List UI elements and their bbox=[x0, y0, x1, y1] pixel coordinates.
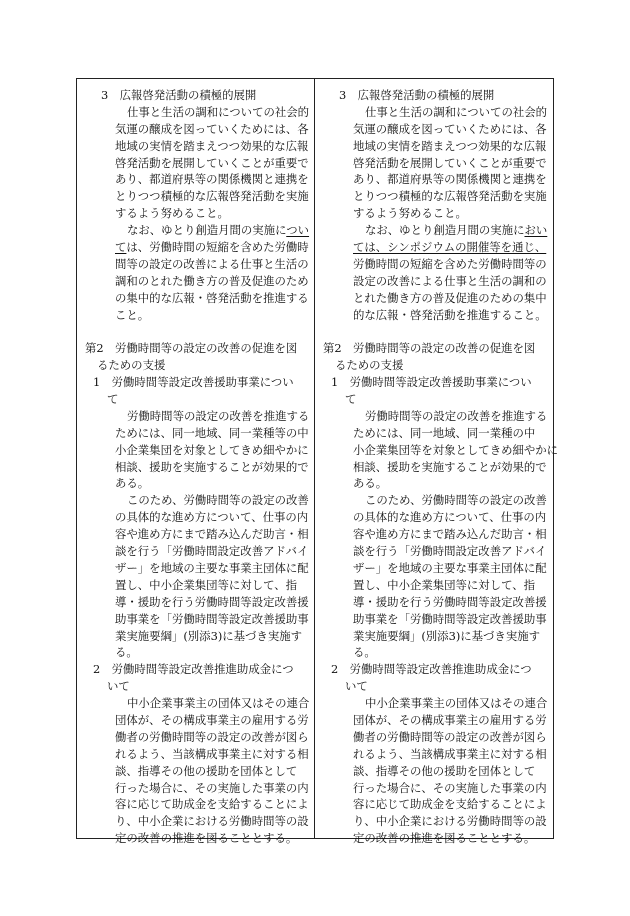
comparison-table bbox=[76, 78, 559, 846]
text-line bbox=[85, 307, 313, 324]
line-text: 定の改善の推進を図ることとする。 bbox=[353, 831, 536, 846]
line-text: る。 bbox=[115, 645, 138, 660]
line-text: 3 広報啓発活動の積極的展開 bbox=[101, 88, 257, 102]
text-line bbox=[323, 729, 551, 746]
line-text: 談、指導その他の援助を団体として bbox=[115, 763, 298, 778]
text-line bbox=[323, 442, 559, 459]
line-text: 2 労働時間等設定改善推進助成金につ bbox=[331, 662, 532, 677]
text-line bbox=[85, 509, 313, 526]
line-text: 地域の実情を踏まえつつ効果的な広報 bbox=[115, 138, 309, 153]
text-line bbox=[323, 104, 551, 121]
line-text: 行った場合に、その実施した事業の内 bbox=[353, 780, 547, 795]
text-line bbox=[85, 475, 313, 492]
line-text: て bbox=[107, 392, 119, 407]
text-line bbox=[85, 594, 313, 611]
line-text: 定の改善の推進を図ることとする。 bbox=[115, 831, 298, 846]
text-line bbox=[323, 256, 551, 273]
text-line bbox=[323, 678, 551, 695]
line-text: 中小企業事業主の団体又はその連合 bbox=[365, 696, 548, 711]
text-line bbox=[85, 644, 313, 661]
text-line bbox=[85, 408, 313, 425]
line-text: り、中小企業における労働時間等の設 bbox=[353, 814, 547, 829]
text-line bbox=[85, 813, 313, 830]
line-text: れるよう、当該構成事業主に対する相 bbox=[353, 746, 547, 761]
text-line bbox=[85, 526, 313, 543]
text-line bbox=[85, 560, 313, 577]
text-line bbox=[323, 222, 551, 239]
line-text: 啓発活動を展開していくことが重要で bbox=[115, 155, 309, 170]
text-line bbox=[323, 695, 551, 712]
text-line bbox=[323, 611, 551, 628]
text-line bbox=[323, 594, 551, 611]
line-text: 容に応じて助成金を支給することによ bbox=[115, 797, 309, 812]
line-text: 容や進め方にまで踏み込んだ助言・相 bbox=[115, 527, 309, 542]
right-column-text bbox=[323, 87, 559, 847]
text-line bbox=[85, 374, 313, 391]
text-line bbox=[323, 307, 551, 324]
line-text: 置し、中小企業集団等に対して、指 bbox=[115, 577, 298, 592]
line-text: 助事業を「労働時間等設定改善援助事 bbox=[115, 611, 309, 626]
line-text: 置し、中小企業集団等に対して、指 bbox=[353, 577, 536, 592]
text-line bbox=[85, 104, 313, 121]
line-text: 談を行う「労働時間設定改善アドバイ bbox=[353, 544, 547, 559]
text-line bbox=[85, 459, 313, 476]
line-text: ためには、同一地域、同一業種の中 bbox=[353, 425, 536, 440]
text-line bbox=[323, 830, 551, 847]
line-text: の具体的な進め方について、仕事の内 bbox=[353, 510, 547, 525]
line-text: 第2 労働時間等の設定の改善の促進を図 bbox=[323, 341, 536, 356]
text-line bbox=[323, 273, 551, 290]
line-text: 3 広報啓発活動の積極的展開 bbox=[339, 88, 495, 102]
line-text: は、労働時間の短縮を含めた労働時 bbox=[126, 240, 309, 255]
line-text: 助事業を「労働時間等設定改善援助事 bbox=[353, 611, 547, 626]
line-text: 働者の労働時間等の設定の改善が図ら bbox=[115, 729, 309, 744]
text-line bbox=[323, 425, 551, 442]
line-text: 談、指導その他の援助を団体として bbox=[353, 763, 536, 778]
text-line bbox=[323, 543, 551, 560]
line-text: するよう努めること。 bbox=[115, 206, 229, 221]
line-text: 間等の設定の改善による仕事と生活の bbox=[115, 256, 309, 271]
line-text: れるよう、当該構成事業主に対する相 bbox=[115, 746, 309, 761]
underlined-text: おい bbox=[524, 223, 548, 238]
line-text: なお、ゆとり創造月間の実施に bbox=[127, 223, 287, 238]
text-line bbox=[85, 340, 313, 357]
text-line bbox=[323, 796, 551, 813]
line-text: このため、労働時間等の設定の改善 bbox=[365, 493, 547, 508]
left-column bbox=[77, 79, 315, 846]
text-line bbox=[323, 188, 551, 205]
text-line bbox=[85, 543, 313, 560]
text-line bbox=[323, 577, 551, 594]
text-line bbox=[85, 780, 313, 797]
text-line bbox=[323, 492, 551, 509]
text-line bbox=[323, 340, 551, 357]
line-text: ある。 bbox=[115, 476, 150, 491]
line-text: とれた働き方の普及促進のための集中 bbox=[353, 290, 547, 305]
line-text: 地域の実情を踏まえつつ効果的な広報 bbox=[353, 138, 547, 153]
text-line bbox=[323, 475, 551, 492]
text-line bbox=[85, 763, 313, 780]
text-line bbox=[323, 290, 551, 307]
line-text: とりつつ積極的な広報啓発活動を実施 bbox=[115, 189, 309, 204]
text-line bbox=[323, 628, 551, 645]
line-text: ザー」を地域の主要な事業主団体に配 bbox=[115, 560, 309, 575]
line-text: 導・援助を行う労働時間等設定改善援 bbox=[115, 594, 309, 609]
text-line bbox=[323, 509, 551, 526]
line-text: 1 労働時間等設定改善援助事業につい bbox=[93, 375, 294, 390]
text-line bbox=[85, 391, 313, 408]
line-text: 小企業集団等を対象としてきめ細やかに bbox=[353, 442, 559, 457]
text-line bbox=[323, 526, 551, 543]
text-line bbox=[85, 425, 313, 442]
text-line bbox=[323, 239, 551, 256]
line-text: 第2 労働時間等の設定の改善の促進を図 bbox=[85, 341, 298, 356]
line-text: 中小企業事業主の団体又はその連合 bbox=[127, 696, 310, 711]
text-line bbox=[323, 357, 551, 374]
left-column-text bbox=[85, 87, 313, 847]
right-column bbox=[315, 79, 559, 846]
text-line bbox=[85, 239, 313, 256]
underlined-text: つい bbox=[286, 223, 310, 238]
underlined-text: ては、シンポジウムの開催等を通じ、 bbox=[353, 240, 547, 255]
text-line bbox=[323, 205, 551, 222]
line-text: り、中小企業における労働時間等の設 bbox=[115, 814, 309, 829]
line-text: いて bbox=[345, 679, 368, 694]
text-line bbox=[85, 323, 313, 340]
text-line bbox=[85, 357, 313, 374]
line-text: 業実施要綱」(別添3)に基づき実施す bbox=[353, 628, 540, 643]
text-line bbox=[85, 87, 313, 104]
text-line bbox=[85, 121, 313, 138]
line-text: あり、都道府県等の関係機関と連携を bbox=[115, 172, 309, 187]
line-text: 的な広報・啓発活動を推進すること。 bbox=[353, 307, 547, 322]
text-line bbox=[323, 87, 551, 104]
text-line bbox=[323, 323, 551, 340]
text-line bbox=[85, 678, 313, 695]
text-line bbox=[85, 628, 313, 645]
line-text: とりつつ積極的な広報啓発活動を実施 bbox=[353, 189, 547, 204]
line-text: 仕事と生活の調和についての社会的 bbox=[365, 104, 548, 119]
text-line bbox=[323, 138, 551, 155]
text-line bbox=[323, 121, 551, 138]
text-line bbox=[85, 222, 313, 239]
text-line bbox=[85, 273, 313, 290]
text-line bbox=[323, 459, 551, 476]
text-line bbox=[85, 611, 313, 628]
text-line bbox=[85, 256, 313, 273]
line-text: 気運の醸成を図っていくためには、各 bbox=[115, 121, 309, 136]
text-line bbox=[85, 492, 313, 509]
line-text: こと。 bbox=[115, 307, 150, 322]
text-line bbox=[323, 560, 551, 577]
text-line bbox=[323, 712, 551, 729]
text-line bbox=[85, 746, 313, 763]
text-line bbox=[323, 813, 551, 830]
line-text: ある。 bbox=[353, 476, 388, 491]
text-line bbox=[85, 188, 313, 205]
line-text: るための支援 bbox=[97, 358, 166, 373]
text-line bbox=[323, 746, 551, 763]
line-text: 啓発活動を展開していくことが重要で bbox=[353, 155, 547, 170]
text-line bbox=[323, 780, 551, 797]
line-text: いて bbox=[107, 679, 130, 694]
line-text: 気運の醸成を図っていくためには、各 bbox=[353, 121, 547, 136]
line-text: ザー」を地域の主要な事業主団体に配 bbox=[353, 560, 547, 575]
text-line bbox=[323, 155, 551, 172]
text-line bbox=[85, 712, 313, 729]
line-text: このため、労働時間等の設定の改善 bbox=[127, 493, 309, 508]
line-text: 労働時間等の設定の改善を推進する bbox=[365, 408, 548, 423]
line-text: 団体が、その構成事業主の雇用する労 bbox=[353, 712, 547, 727]
text-line bbox=[323, 391, 551, 408]
line-text: 容や進め方にまで踏み込んだ助言・相 bbox=[353, 527, 547, 542]
line-text: る。 bbox=[353, 645, 376, 660]
line-text: て bbox=[345, 392, 357, 407]
text-line bbox=[85, 830, 313, 847]
text-line bbox=[85, 205, 313, 222]
line-text: 2 労働時間等設定改善推進助成金につ bbox=[93, 662, 294, 677]
line-text: 団体が、その構成事業主の雇用する労 bbox=[115, 712, 309, 727]
text-line bbox=[323, 644, 551, 661]
line-text: 導・援助を行う労働時間等設定改善援 bbox=[353, 594, 547, 609]
text-line bbox=[323, 408, 551, 425]
line-text: あり、都道府県等の関係機関と連携を bbox=[353, 172, 547, 187]
line-text: の具体的な進め方について、仕事の内 bbox=[115, 510, 309, 525]
line-text: 仕事と生活の調和についての社会的 bbox=[127, 104, 310, 119]
line-text: ためには、同一地域、同一業種等の中 bbox=[115, 425, 309, 440]
line-text: 相談、援助を実施することが効果的で bbox=[353, 459, 547, 474]
line-text: するよう努めること。 bbox=[353, 206, 467, 221]
line-text: 小企業集団を対象としてきめ細やかに bbox=[115, 442, 309, 457]
text-line bbox=[85, 155, 313, 172]
line-text: 容に応じて助成金を支給することによ bbox=[353, 797, 547, 812]
underlined-text: て bbox=[115, 240, 127, 255]
line-text: 相談、援助を実施することが効果的で bbox=[115, 459, 309, 474]
line-text: 労働時間等の設定の改善を推進する bbox=[127, 408, 310, 423]
text-line bbox=[85, 138, 313, 155]
line-text: 1 労働時間等設定改善援助事業につい bbox=[331, 375, 532, 390]
text-line bbox=[323, 763, 551, 780]
line-text: なお、ゆとり創造月間の実施に bbox=[365, 223, 525, 238]
text-line bbox=[85, 171, 313, 188]
line-text: 調和のとれた働き方の普及促進のため bbox=[115, 273, 309, 288]
line-text: 談を行う「労働時間設定改善アドバイ bbox=[115, 544, 309, 559]
line-text: 設定の改善による仕事と生活の調和の bbox=[353, 273, 547, 288]
text-line bbox=[85, 577, 313, 594]
text-line bbox=[85, 796, 313, 813]
line-text: 行った場合に、その実施した事業の内 bbox=[115, 780, 309, 795]
line-text: るための支援 bbox=[335, 358, 404, 373]
text-line bbox=[85, 290, 313, 307]
text-line bbox=[85, 661, 313, 678]
text-line bbox=[85, 442, 313, 459]
text-line bbox=[323, 171, 551, 188]
text-line bbox=[323, 374, 551, 391]
line-text: の集中的な広報・啓発活動を推進する bbox=[115, 290, 309, 305]
line-text: 働者の労働時間等の設定の改善が図ら bbox=[353, 729, 547, 744]
line-text: 業実施要綱」(別添3)に基づき実施す bbox=[115, 628, 302, 643]
line-text: 労働時間の短縮を含めた労働時間等の bbox=[353, 256, 547, 271]
text-line bbox=[323, 661, 551, 678]
text-line bbox=[85, 729, 313, 746]
text-line bbox=[85, 695, 313, 712]
